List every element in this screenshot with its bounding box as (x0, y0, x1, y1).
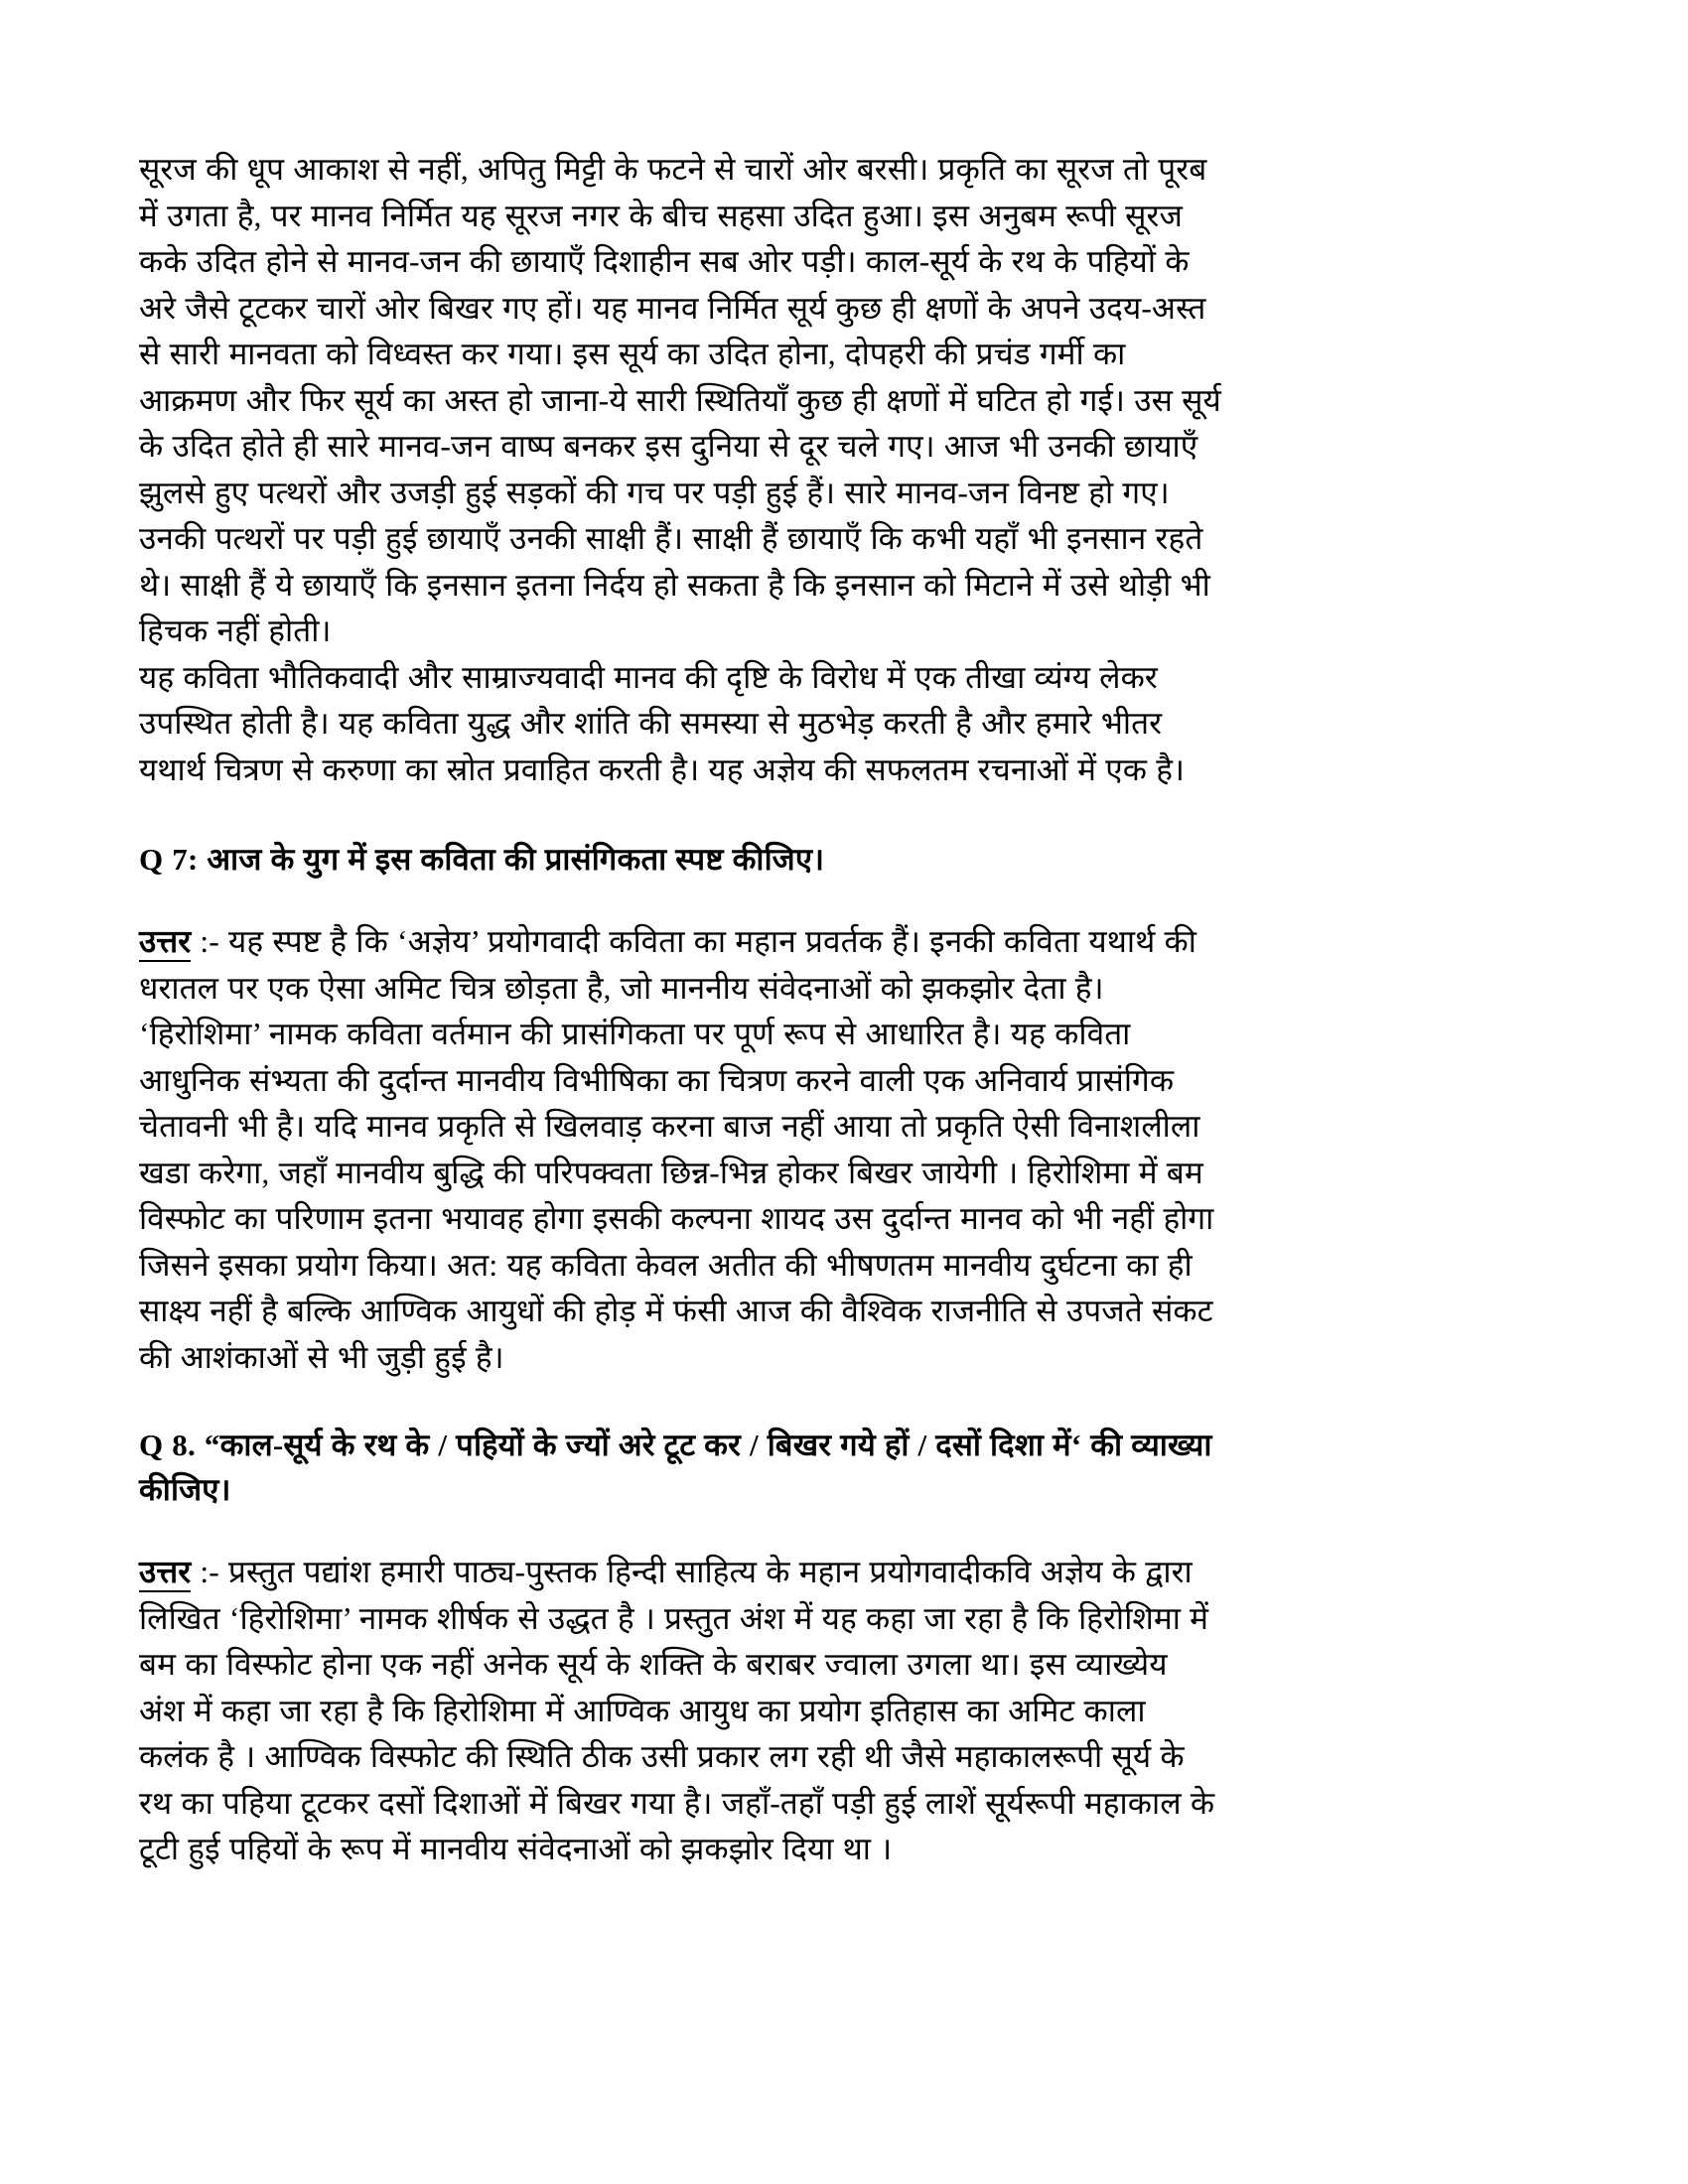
answer-text-q8: प्रस्तुत पद्यांश हमारी पाठ्य-पुस्तक हिन्दी साहित्य के महान प्रयोगवादीकवि अज्ञेय के द्वारा लिखित ‘हिरोशिमा’ नामक शीर्षक से उद्धत है । प्रस्तुत अंश में यह कहा जा रहा है कि हिरोशिमा में बम का विस्फोट होना एक नहीं अनेक सूर्य के शक्ति के बराबर ज्वाला उगला था। इस व्याख्येय अंश में कहा जा रहा है कि हिरोशिमा में आण्विक आयुध का प्रयोग इतिहास का अमिट काला कलंक है । आण्विक विस्फोट की स्थिति ठीक उसी प्रकार लग रही थी जैसे महाकालरूपी सूर्य के रथ का पहिया टूटकर दसों दिशाओं में बिखर गया है। जहाँ-तहाँ पड़ी हुई लाशें सूर्यरूपी महाकाल के टूटी हुई पहियों के रूप में मानवीय संवेदनाओं को झकझोर दिया था । (139, 1555, 1215, 1866)
paragraph-passage-conclusion: यह कविता भौतिकवादी और साम्राज्यवादी मानव की दृष्टि के विरोध में एक तीखा व्यंग्य लेकर उपस्थित होती है। यह कविता युद्ध और शांति की समस्या से मुठभेड़ करती है और हमारे भीतर यथार्थ चित्रण से करुणा का स्रोत प्रवाहित करती है। यह अज्ञेय की सफलतम रचनाओं में एक है। (139, 659, 1186, 787)
question-heading-q7: Q 7: आज के युग में इस कविता की प्रासंगिकता स्पष्ट कीजिए। (139, 842, 825, 877)
answer-block-q8 (139, 1550, 1221, 1873)
answer-text-q7: यह स्पष्ट है कि ‘अज्ञेय’ प्रयोगवादी कविता का महान प्रवर्तक हैं। इनकी कविता यथार्थ की धरातल पर एक ऐसा अमिट चित्र छोड़ता है, जो माननीय संवेदनाओं को झकझोर देता है। ‘हिरोशिमा’ नामक कविता वर्तमान की प्रासंगिकता पर पूर्ण रूप से आधारित है। यह कविता आधुनिक संभ्यता की दुर्दान्त मानवीय विभीषिका का चित्रण करने वाली एक अनिवार्य प्रासंगिक चेतावनी भी है। यदि मानव प्रकृति से खिलवाड़ करना बाज नहीं आया तो प्रकृति ऐसी विनाशलीला खडा करेगा, जहाँ मानवीय बुद्धि की परिपक्वता छिन्न-भिन्न होकर बिखर जायेगी । हिरोशिमा में बम विस्फोट का परिणाम इतना भयावह होगा इसकी कल्पना शायद उस दुर्दान्त मानव को भी नहीं होगा जिसने इसका प्रयोग किया। अत: यह कविता केवल अतीत की भीषणतम मानवीय दुर्घटना का ही साक्ष्य नहीं है बल्कि आण्विक आयुधों की होड़ में फंसी आज की वैश्विक राजनीति से उपजते संकट की आशंकाओं से भी जुड़ी हुई है। (139, 924, 1214, 1375)
answer-label-q8: उत्तर (139, 1555, 191, 1592)
answer-separator-q7: :- (191, 924, 229, 959)
answer-separator-q8: :- (191, 1555, 229, 1589)
answer-label-q7: उत्तर (139, 924, 191, 962)
answer-block-q7 (139, 919, 1221, 1381)
document-content-column (139, 147, 1221, 1873)
paragraph-passage-explanation: सूरज की धूप आकाश से नहीं, अपितु मिट्टी के फटने से चारों ओर बरसी। प्रकृति का सूरज तो पूरब में उगता है, पर मानव निर्मित यह सूरज नगर के बीच सहसा उदित हुआ। इस अनुबम रूपी सूरज कके उदित होने से मानव-जन की छायाएँ दिशाहीन सब ओर पड़ी। काल-सूर्य के रथ के पहियों के अरे जैसे टूटकर चारों ओर बिखर गए हों। यह मानव निर्मित सूर्य कुछ ही क्षणों के अपने उदय-अस्त से सारी मानवता को विध्वस्त कर गया। इस सूर्य का उदित होना, दोपहरी की प्रचंड गर्मी का आक्रमण और फिर सूर्य का अस्त हो जाना-ये सारी स्थितियाँ कुछ ही क्षणों में घटित हो गई। उस सूर्य के उदित होते ही सारे मानव-जन वाष्प बनकर इस दुनिया से दूर चले गए। आज भी उनकी छायाएँ झुलसे हुए पत्थरों और उजड़ी हुई सड़कों की गच पर पड़ी हुई हैं। सारे मानव-जन विनष्ट हो गए। उनकी पत्थरों पर पड़ी हुई छायाएँ उनकी साक्षी हैं। साक्षी हैं छायाएँ कि कभी यहाँ भी इनसान रहते थे। साक्षी हैं ये छायाएँ कि इनसान इतना निर्दय हो सकता है कि इनसान को मिटाने में उसे थोड़ी भी हिचक नहीं होती। (139, 152, 1221, 648)
question-heading-q8: Q 8. “काल-सूर्य के रथ के / पहियों के ज्यों अरे टूट कर / बिखर गये हों / दसों दिशा में‘ की व्याख्या कीजिए। (139, 1428, 1212, 1507)
